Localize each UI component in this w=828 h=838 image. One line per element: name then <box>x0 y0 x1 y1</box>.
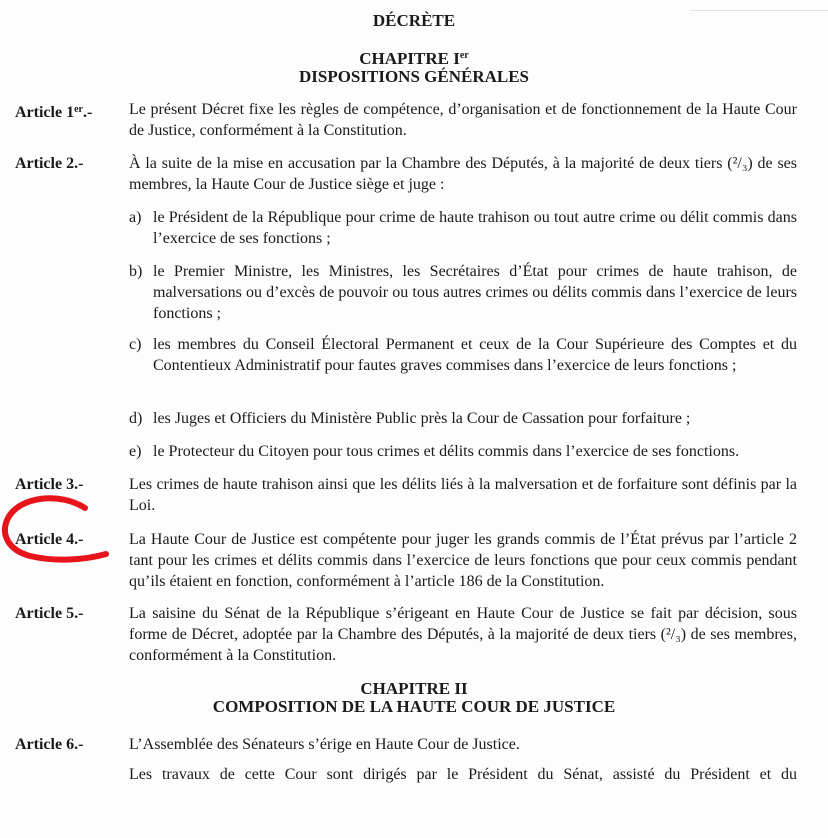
list-item-d <box>129 408 797 429</box>
chapter-1-superscript: er <box>459 50 469 61</box>
list-item-text: le Premier Ministre, les Ministres, les Secrétaires d’État pour crimes de haute trahison, de malversations ou d’excès de pouvoir ou tous autres crimes ou délits commis dans l’exercice de leurs fonctions ; <box>153 263 797 322</box>
list-item-c <box>129 334 797 376</box>
list-item-letter: d) <box>129 410 143 427</box>
article-1-label <box>15 99 92 123</box>
article-3-label: Article 3.- <box>15 476 84 493</box>
chapter-2-title: COMPOSITION DE LA HAUTE COUR DE JUSTICE <box>212 697 616 716</box>
article-3-text: Les crimes de haute trahison ainsi que les délits liés à la malversation et de forfaiture sont définis par la Loi. <box>129 476 797 514</box>
article-2-label: Article 2.- <box>15 155 84 172</box>
chapter-2-heading: CHAPITRE II <box>360 679 468 698</box>
list-item-b <box>129 261 797 324</box>
article-4-text: La Haute Cour de Justice est compétente pour juger les grands commis de l’État prévus par l’article 2 tant pour les crimes et délits commis dans l’exercice de leurs fonctions que pour ceux commis pendant qu’ils étaient en fonction, conformément à l’article 186 de la Constitution. <box>129 531 797 590</box>
list-item-letter: e) <box>129 443 142 460</box>
article-6-label: Article 6.- <box>15 736 84 753</box>
list-item-text: les membres du Conseil Électoral Permanent et ceux de la Cour Supérieure des Comptes et du Contentieux Administratif pour fautes graves commises dans l’exercice de leurs fonctions ; <box>153 336 797 374</box>
article-6-text: L’Assemblée des Sénateurs s’érige en Haute Cour de Justice. <box>129 736 520 753</box>
article-2-text: À la suite de la mise en accusation par la Chambre des Députés, à la majorité de deux tiers (²/₃) de ses membres, la Haute Cour de Justice siège et juge : <box>129 155 797 193</box>
article-1-suffix: .- <box>82 104 93 121</box>
list-item-text: les Juges et Officiers du Ministère Public près la Cour de Cassation pour forfaiture ; <box>153 410 691 427</box>
article-5-label: Article 5.- <box>15 605 84 622</box>
article-4-label: Article 4.- <box>15 531 84 548</box>
article-1-text: Le présent Décret fixe les règles de compétence, d’organisation et de fonctionnement de la Haute Cour de Justice, conformément à la Constitution. <box>129 101 797 139</box>
list-item-letter: b) <box>129 263 143 280</box>
list-item-letter: c) <box>129 336 142 353</box>
article-1-label-text: Article 1 <box>15 104 75 121</box>
list-item-text: le Président de la République pour crime de haute trahison ou tout autre crime ou délit commis dans l’exercice de ses fonctions ; <box>153 209 797 247</box>
list-item-letter: a) <box>129 209 142 226</box>
list-item-text: le Protecteur du Citoyen pour tous crimes et délits commis dans l’exercice de ses fonctions. <box>153 443 740 460</box>
chapter-1-label: CHAPITRE I <box>359 49 460 68</box>
list-item-a <box>129 207 797 249</box>
article-6-text-continued: Les travaux de cette Cour sont dirigés par le Président du Sénat, assisté du Président et du <box>129 766 797 783</box>
article-1-superscript: er <box>74 104 83 115</box>
decree-heading: DÉCRÈTE <box>372 11 456 30</box>
list-item-e <box>129 441 797 462</box>
chapter-1-title: DISPOSITIONS GÉNÉRALES <box>298 67 530 86</box>
article-5-text: La saisine du Sénat de la République s’érigeant en Haute Cour de Justice se fait par décision, sous forme de Décret, adoptée par la Chambre des Députés, à la majorité de deux tiers (²/₃) de ses membres, conformément à la Constitution. <box>129 605 797 664</box>
red-circle-annotation <box>0 490 120 580</box>
